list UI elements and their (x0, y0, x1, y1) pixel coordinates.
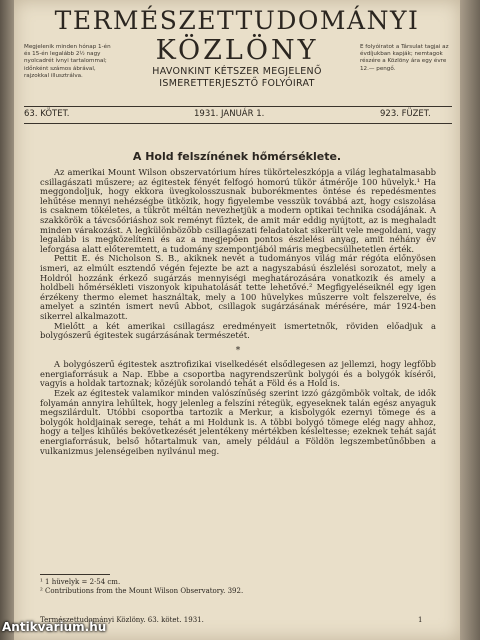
article-title: A Hold felszínének hőmérséklete. (132, 150, 342, 163)
footnote: ¹ 1 hüvelyk = 2·54 cm. (40, 578, 121, 586)
journal-title-line2: KÖZLÖNY (155, 35, 319, 66)
issue-number: 923. FÜZET. (380, 109, 431, 119)
article-body (40, 168, 436, 456)
journal-title: TERMÉSZETTUDOMÁNYI (54, 6, 420, 35)
book-left-edge (0, 0, 14, 640)
issue-meta (24, 109, 452, 121)
paragraph: Az amerikai Mount Wilson obszervatórium híres tükörteleszkópja a világ leghatalmasabb csillagászati műszere; az égitestek fényét felfogó homorú tükör átmérője 100 hüvelyk.¹ Ha meggondoljuk, hogy ekkora üvegkolosszusnak buborékmentes öntése és repedésmentes lehűtése mennyi nehézségbe ütközik, hogy figyelembe vesszük továbbá azt, hogy csiszolása is csaknem tökéletes, a tükröt méltán nevezhetjük a modern optikai technika csodájának. A szakkörök a távcsőóriáshoz sok reményt fűztek, de amit már eddig nyújtott, az is meghaladt minden várakozást. A legkülönbözőbb csillagászati feladatokat sikerült vele megoldani, vagy legalább is megközelíteni és az a megjepően pontos észlelési anyag, amit néhány év leforgása alatt előteremtett, a tudomány szempontjából máris megbecsülhetetlen érték. (40, 167, 436, 254)
header-rule-bottom (24, 123, 452, 124)
footer-journal: Természettudományi Közlöny. 63. kötet. 1931. (40, 616, 204, 624)
footnote-rule (40, 574, 110, 575)
publication-note: Megjelenik minden hónap 1-én és 15-én legalább 2½ nagy nyolcadrét ívnyi tartalommal; időnként számos ábrával, rajzokkal illusztrálva. (24, 44, 111, 79)
section-separator: * (235, 345, 241, 356)
paragraph: A bolygószerű égitestek asztrofizikai viselkedését elsődlegesen az jellemzi, hogy legfőbb energiaforrásuk a Nap. Ebbe a csoportba nagyrendszerünk bolygói és a bolygók kísérői, vagyis a holdak tartoznak; közéjük sorolandó tehát a Föld és a Hold is. (40, 359, 436, 389)
issue-date: 1931. JANUÁR 1. (194, 109, 265, 119)
footnote: ² Contributions from the Mount Wilson Observatory. 392. (40, 587, 244, 595)
journal-page (14, 0, 460, 640)
subscription-note: E folyóiratot a Társulat tagjai az évdíjukban kapják; nemtagok részére a Közlöny ára egy évre 12.— pengő. (360, 44, 449, 72)
paragraph: Pettit E. és Nicholson S. B., akiknek nevét a tudományos világ már régóta előnyösen ismeri, az elmúlt esztendő végén fejezte be azt a nagyszabású észlelési sorozatot, mely a Holdról hozzánk érkező sugárzás mennyiségi meghatározására vonatkozik és amely a holdbeli hőmérsékleti viszonyok kipuhatolását tette lehetővé.² Megfigyeléseiknél egy igen érzékeny thermo elemet használtak, mely a 100 hüvelykes műszerre volt felszerelve, és amelyet a szintén ismert nevű Abbot, csillagok sugárzásának mérésére, már 1924-ben sikerrel alkalmazott. (40, 253, 436, 321)
footnotes (40, 578, 436, 596)
header-rule-top (24, 106, 452, 107)
page-number: 1 (418, 616, 423, 624)
watermark: Antikvarium.hu (2, 620, 107, 634)
book-spine (460, 0, 480, 640)
paragraph: Ezek az égitestek valamikor minden valószínűség szerint izzó gázgömbök voltak, de idők folyamán annyira lehűltek, hogy jelenleg a felszíni rétegük, egyeseknek talán egész anyaguk megszilárdult. Utóbbi csoportba tartozik a Merkur, a kisbolygók ezernyi tömege és a bolygók holdjainak serege, tehát a mi Holdunk is. A többi bolygó tömege elég nagy ahhoz, hogy a teljes kihűlés bekövetkezését jelentékeny mértékben késleltesse; ezeknek tehát saját energiaforrásuk, belső hőtartalmuk van, amely például a Földön legszembetűnőbben a vulkanizmus jelenségeiben nyilvánul meg. (40, 388, 436, 456)
paragraph: Mielőtt a két amerikai csillagász eredményeit ismertetnők, röviden előadjuk a bolygószerű égitestek sugárzásának természetét. (40, 320, 436, 341)
journal-subtitle: HAVONKINT KÉTSZER MEGJELENŐ (152, 66, 322, 77)
volume-label: 63. KÖTET. (24, 109, 70, 119)
journal-subtitle-line2: ISMERETTERJESZTŐ FOLYÓIRAT (159, 78, 315, 89)
